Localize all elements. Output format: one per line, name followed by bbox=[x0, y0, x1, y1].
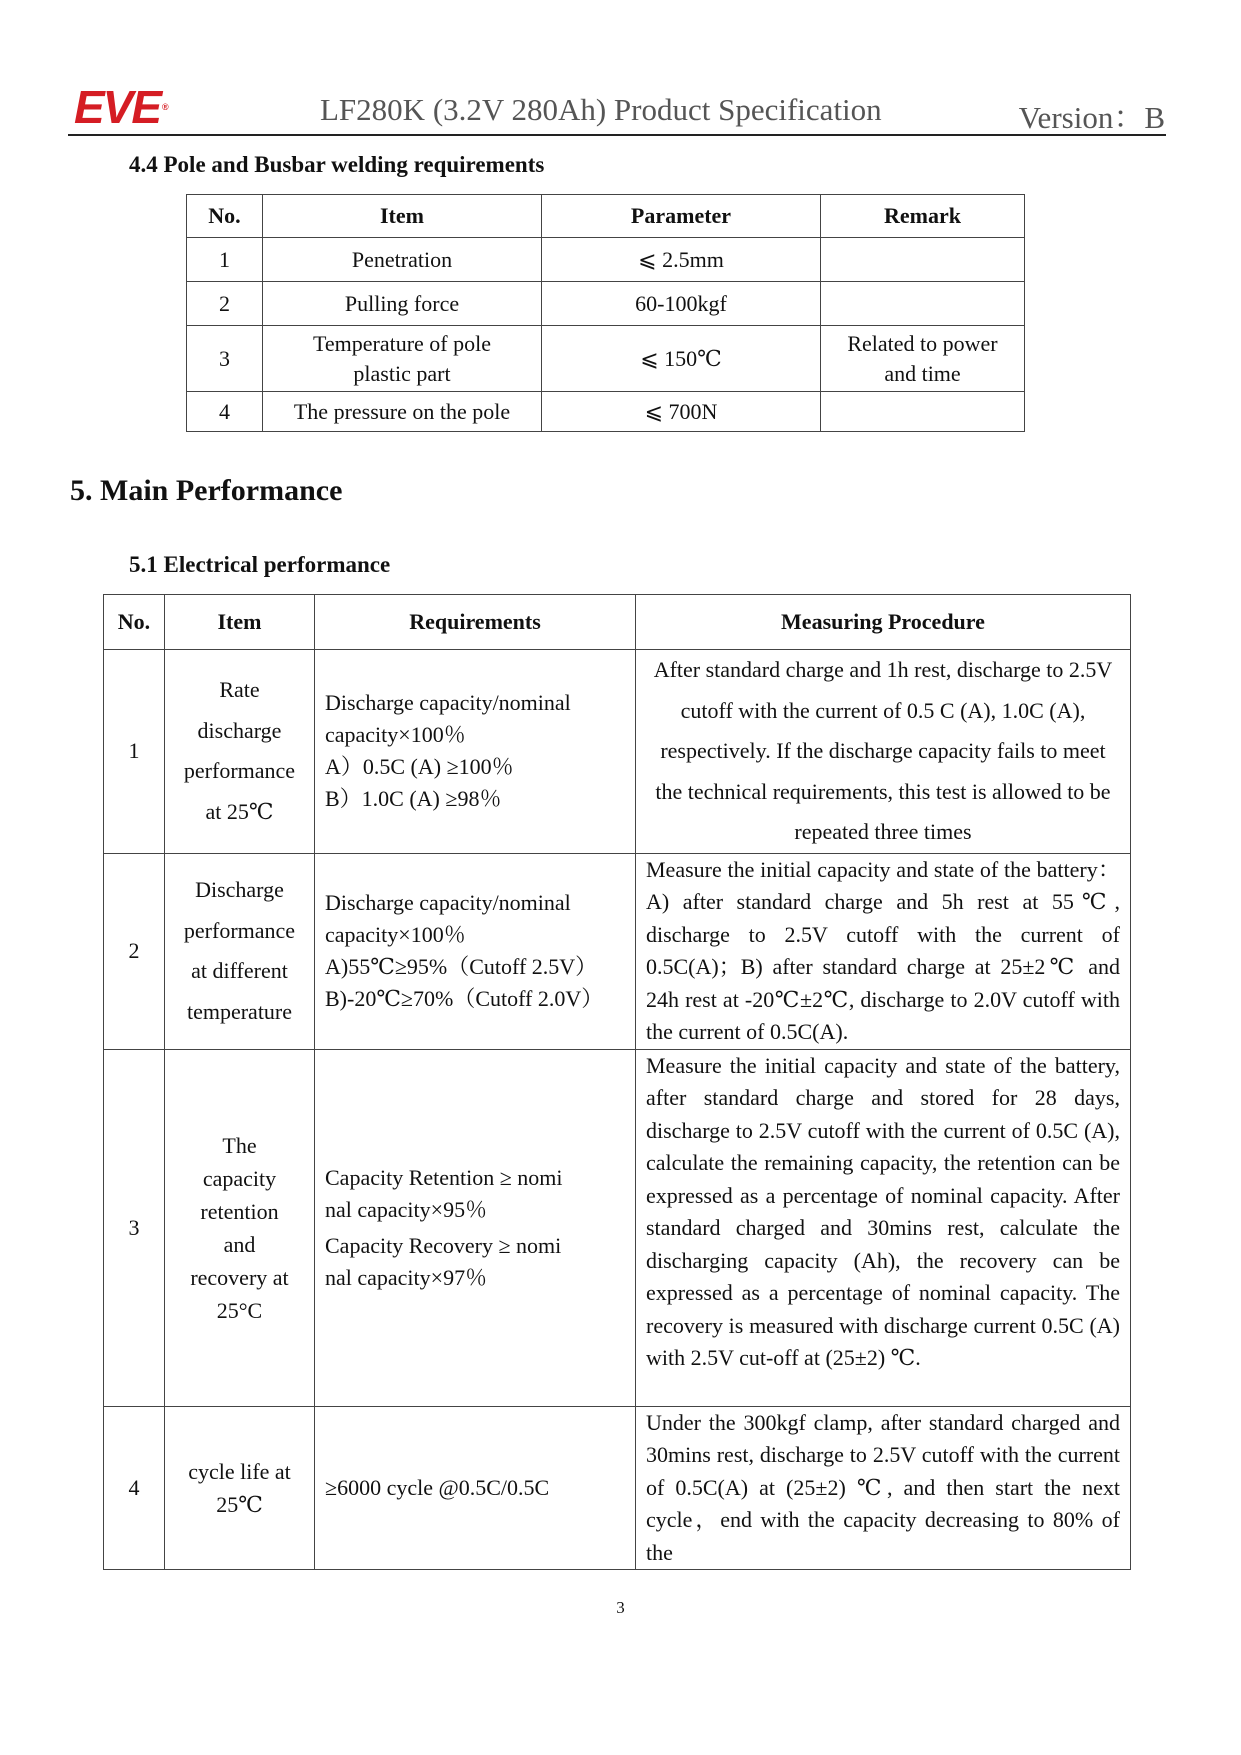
table-header-row bbox=[104, 595, 1131, 650]
document-title: LF280K (3.2V 280Ah) Product Specification bbox=[320, 92, 882, 127]
row-measuring-procedure: Measure the initial capacity and state of the battery, after standard charge and stored for 28 days, discharge to 2.5V cutoff with the current of 0.5C (A), calculate the remaining capacity, the retention can be expressed as a percentage of nominal capacity. After standard charged and 30mins rest, calculate the discharging capacity (Ah), the recovery can be expressed as a percentage of nominal capacity. The recovery is measured with discharge current 0.5C (A) with 2.5V cut-off at (25±2) ℃. bbox=[636, 1049, 1131, 1406]
row-remark bbox=[821, 238, 1025, 282]
electrical-performance-table bbox=[103, 594, 1131, 1570]
header-rule bbox=[68, 134, 1166, 136]
row-parameter: ⩽ 700N bbox=[542, 392, 821, 432]
row-measuring-procedure: Measure the initial capacity and state of the battery：A) after standard charge and 5h rest at 55℃, discharge to 2.5V cutoff with the current of 0.5C(A)；B) after standard charge at 25±2℃ and 24h rest at -20℃±2℃, discharge to 2.0V cutoff with the current of 0.5C(A). bbox=[636, 853, 1131, 1049]
section-5-heading: 5. Main Performance bbox=[70, 474, 343, 507]
row-parameter: ⩽ 150℃ bbox=[542, 326, 821, 392]
row-remark bbox=[821, 282, 1025, 326]
column-header: Requirements bbox=[315, 595, 636, 650]
row-item: The pressure on the pole bbox=[263, 392, 542, 432]
section-5-1-heading: 5.1 Electrical performance bbox=[129, 552, 391, 577]
row-number: 4 bbox=[104, 1406, 165, 1570]
table-header-row bbox=[187, 195, 1025, 238]
row-requirements: ≥6000 cycle @0.5C/0.5C bbox=[315, 1406, 636, 1570]
row-number: 3 bbox=[104, 1049, 165, 1406]
column-header: No. bbox=[104, 595, 165, 650]
column-header: Parameter bbox=[542, 195, 821, 238]
row-remark: Related to power and time bbox=[821, 326, 1025, 392]
row-parameter: 60-100kgf bbox=[542, 282, 821, 326]
column-header: Item bbox=[165, 595, 315, 650]
table-row bbox=[104, 853, 1131, 1049]
row-measuring-procedure: Under the 300kgf clamp, after standard charged and 30mins rest, discharge to 2.5V cutoff with the current of 0.5C(A) at (25±2) ℃, and then start the next cycle，end with the capacity decreasing to 80% of the bbox=[636, 1406, 1131, 1570]
row-item: The capacity retention and recovery at 25°C bbox=[165, 1049, 315, 1406]
row-number: 1 bbox=[187, 238, 263, 282]
section-4-4-heading: 4.4 Pole and Busbar welding requirements bbox=[129, 152, 545, 177]
row-item: Discharge performance at different temperature bbox=[165, 853, 315, 1049]
table-row bbox=[187, 238, 1025, 282]
table-row bbox=[187, 392, 1025, 432]
row-parameter: ⩽ 2.5mm bbox=[542, 238, 821, 282]
row-requirements: Capacity Retention ≥ nomi nal capacity×95％ Capacity Recovery ≥ nomi nal capacity×97％ bbox=[315, 1049, 636, 1406]
page-number: 3 bbox=[616, 1598, 625, 1617]
column-header: Measuring Procedure bbox=[636, 595, 1131, 650]
table-row bbox=[187, 326, 1025, 392]
column-header: Remark bbox=[821, 195, 1025, 238]
welding-requirements-table bbox=[186, 194, 1025, 432]
row-number: 2 bbox=[104, 853, 165, 1049]
row-item: Rate discharge performance at 25℃ bbox=[165, 650, 315, 854]
row-item: cycle life at 25℃ bbox=[165, 1406, 315, 1570]
table-row bbox=[187, 282, 1025, 326]
table-row bbox=[104, 650, 1131, 854]
table-row bbox=[104, 1049, 1131, 1406]
row-number: 3 bbox=[187, 326, 263, 392]
eve-logo: EVE ® bbox=[74, 81, 167, 133]
row-measuring-procedure: After standard charge and 1h rest, discharge to 2.5V cutoff with the current of 0.5 C (A), 1.0C (A), respectively. If the discharge capacity fails to meet the technical requirements, this test is allowed to be repeated three times bbox=[636, 650, 1131, 854]
row-requirements: Discharge capacity/nominal capacity×100％ A）0.5C (A) ≥100％ B）1.0C (A) ≥98％ bbox=[315, 650, 636, 854]
row-number: 2 bbox=[187, 282, 263, 326]
column-header: Item bbox=[263, 195, 542, 238]
row-item: Temperature of pole plastic part bbox=[263, 326, 542, 392]
row-item: Pulling force bbox=[263, 282, 542, 326]
table-row bbox=[104, 1406, 1131, 1570]
document-version: Version：B bbox=[1018, 100, 1165, 135]
row-number: 1 bbox=[104, 650, 165, 854]
column-header: No. bbox=[187, 195, 263, 238]
row-requirements: Discharge capacity/nominal capacity×100％ A)55℃≥95%（Cutoff 2.5V） B)-20℃≥70%（Cutoff 2.0V） bbox=[315, 853, 636, 1049]
row-number: 4 bbox=[187, 392, 263, 432]
row-item: Penetration bbox=[263, 238, 542, 282]
row-remark bbox=[821, 392, 1025, 432]
